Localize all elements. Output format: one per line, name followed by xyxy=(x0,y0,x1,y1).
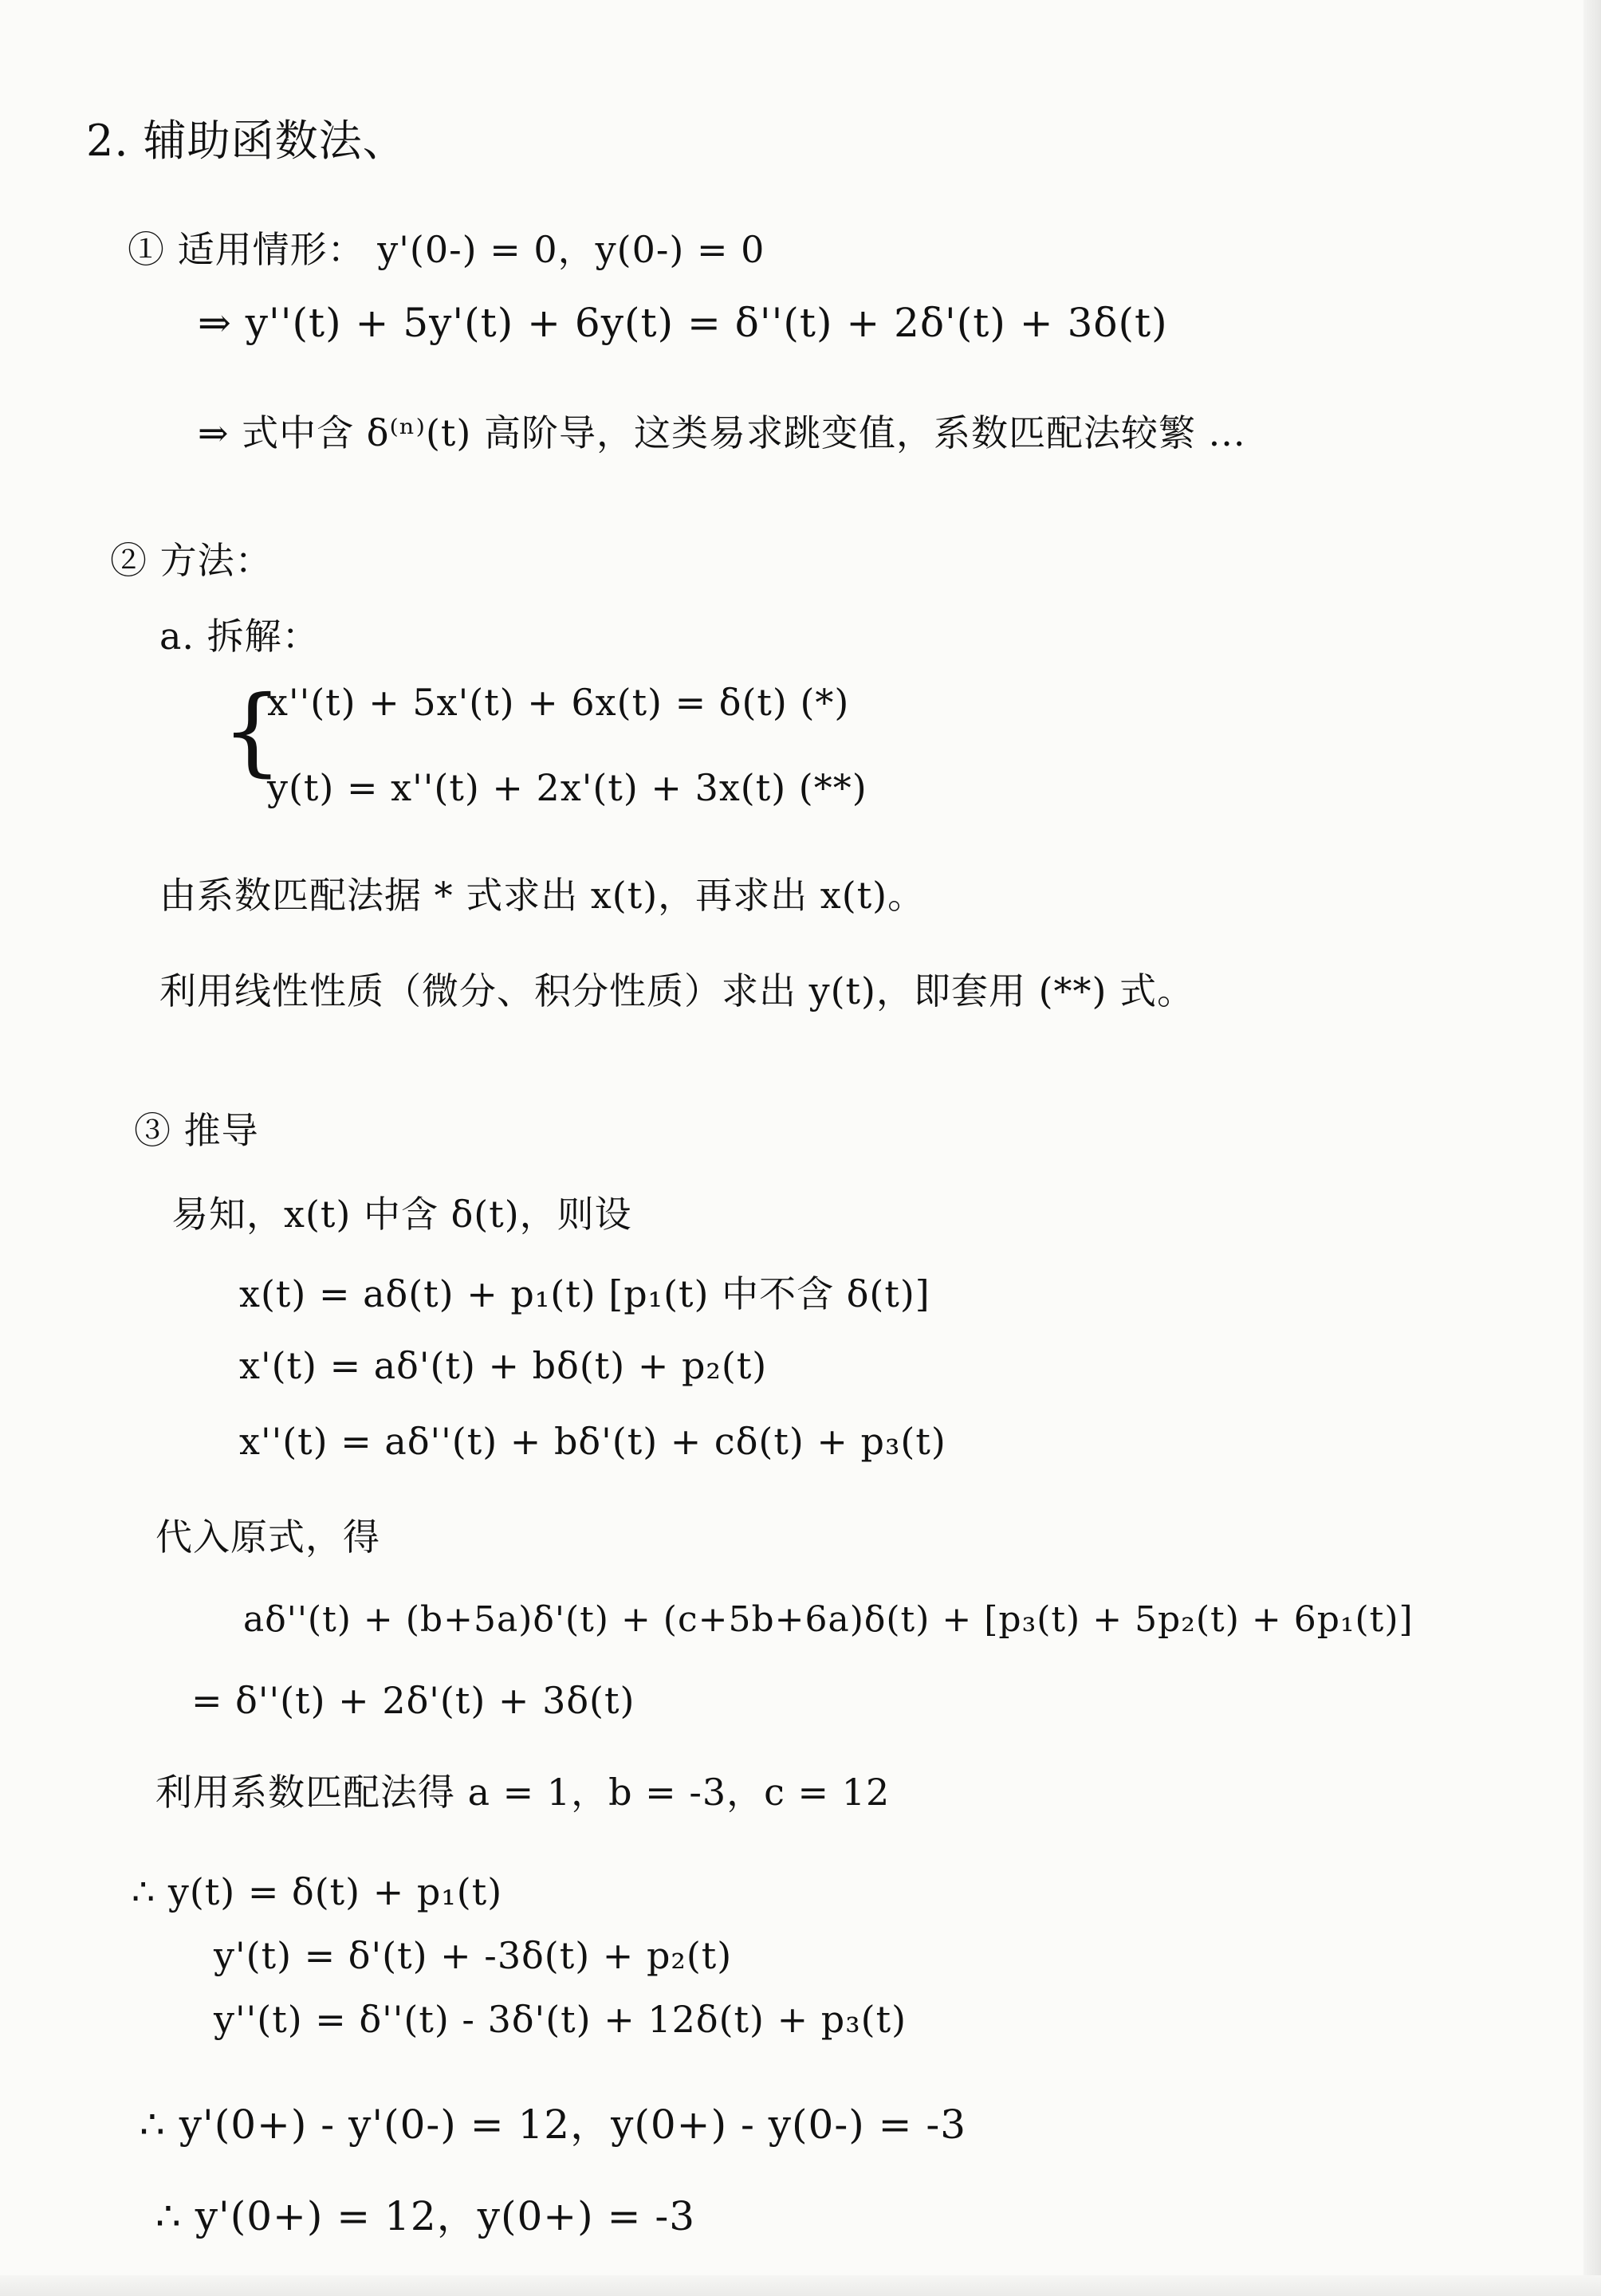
note-solve-y: 利用线性性质（微分、积分性质）求出 y(t)，即套用 (**) 式。 xyxy=(159,969,1195,1012)
page-bottom-edge xyxy=(0,2275,1601,2296)
substituted-rhs: = δ''(t) + 2δ'(t) + 3δ(t) xyxy=(191,1679,635,1722)
subsection-derivation: ③ 推导 xyxy=(134,1109,259,1152)
jump-values: ∴ y'(0+) - y'(0-) = 12，y(0+) - y(0-) = -3 xyxy=(140,2101,967,2148)
step-a-decompose: a. 拆解： xyxy=(159,615,320,658)
system-equation-double-star: y(t) = x''(t) + 2x'(t) + 3x(t) (**) xyxy=(267,766,867,809)
equation-differential: ⇒ y''(t) + 5y'(t) + 6y(t) = δ''(t) + 2δ'(t) + 3δ(t) xyxy=(198,300,1168,346)
derivation-assumption: 易知，x(t) 中含 δ(t)，则设 xyxy=(171,1193,632,1236)
assume-x-prime: x'(t) = aδ'(t) + bδ(t) + p₂(t) xyxy=(239,1344,768,1387)
substitute-note: 代入原式，得 xyxy=(155,1516,380,1559)
substituted-lhs: aδ''(t) + (b+5a)δ'(t) + (c+5b+6a)δ(t) + [p₃(t) + 5p₂(t) + 6p₁(t)] xyxy=(243,1599,1414,1640)
section-heading: 2. 辅助函数法、 xyxy=(86,116,407,166)
result-y: ∴ y(t) = δ(t) + p₁(t) xyxy=(132,1870,503,1913)
subsection-applicable-case: ① 适用情形： y'(0-) = 0，y(0-) = 0 xyxy=(128,228,765,271)
system-equation-star: x''(t) + 5x'(t) + 6x(t) = δ(t) (*) xyxy=(267,681,850,724)
assume-x-double-prime: x''(t) = aδ''(t) + bδ'(t) + cδ(t) + p₃(t) xyxy=(239,1420,946,1463)
coefficient-result: 利用系数匹配法得 a = 1，b = -3，c = 12 xyxy=(155,1771,891,1814)
note-solve-x: 由系数匹配法据 * 式求出 x(t)，再求出 x(t)。 xyxy=(159,874,926,917)
subsection-method: ② 方法： xyxy=(110,539,273,582)
result-y-prime: y'(t) = δ'(t) + -3δ(t) + p₂(t) xyxy=(214,1934,733,1977)
page-right-edge xyxy=(1583,0,1601,2296)
result-y-double-prime: y''(t) = δ''(t) - 3δ'(t) + 12δ(t) + p₃(t) xyxy=(214,1998,907,2041)
note-high-order-derivative: ⇒ 式中含 δ⁽ⁿ⁾(t) 高阶导，这类易求跳变值，系数匹配法较繁 ... xyxy=(198,411,1246,454)
initial-values-result: ∴ y'(0+) = 12，y(0+) = -3 xyxy=(155,2193,696,2239)
system-brace: { xyxy=(222,676,283,787)
assume-x: x(t) = aδ(t) + p₁(t) [p₁(t) 中不含 δ(t)] xyxy=(239,1272,930,1315)
